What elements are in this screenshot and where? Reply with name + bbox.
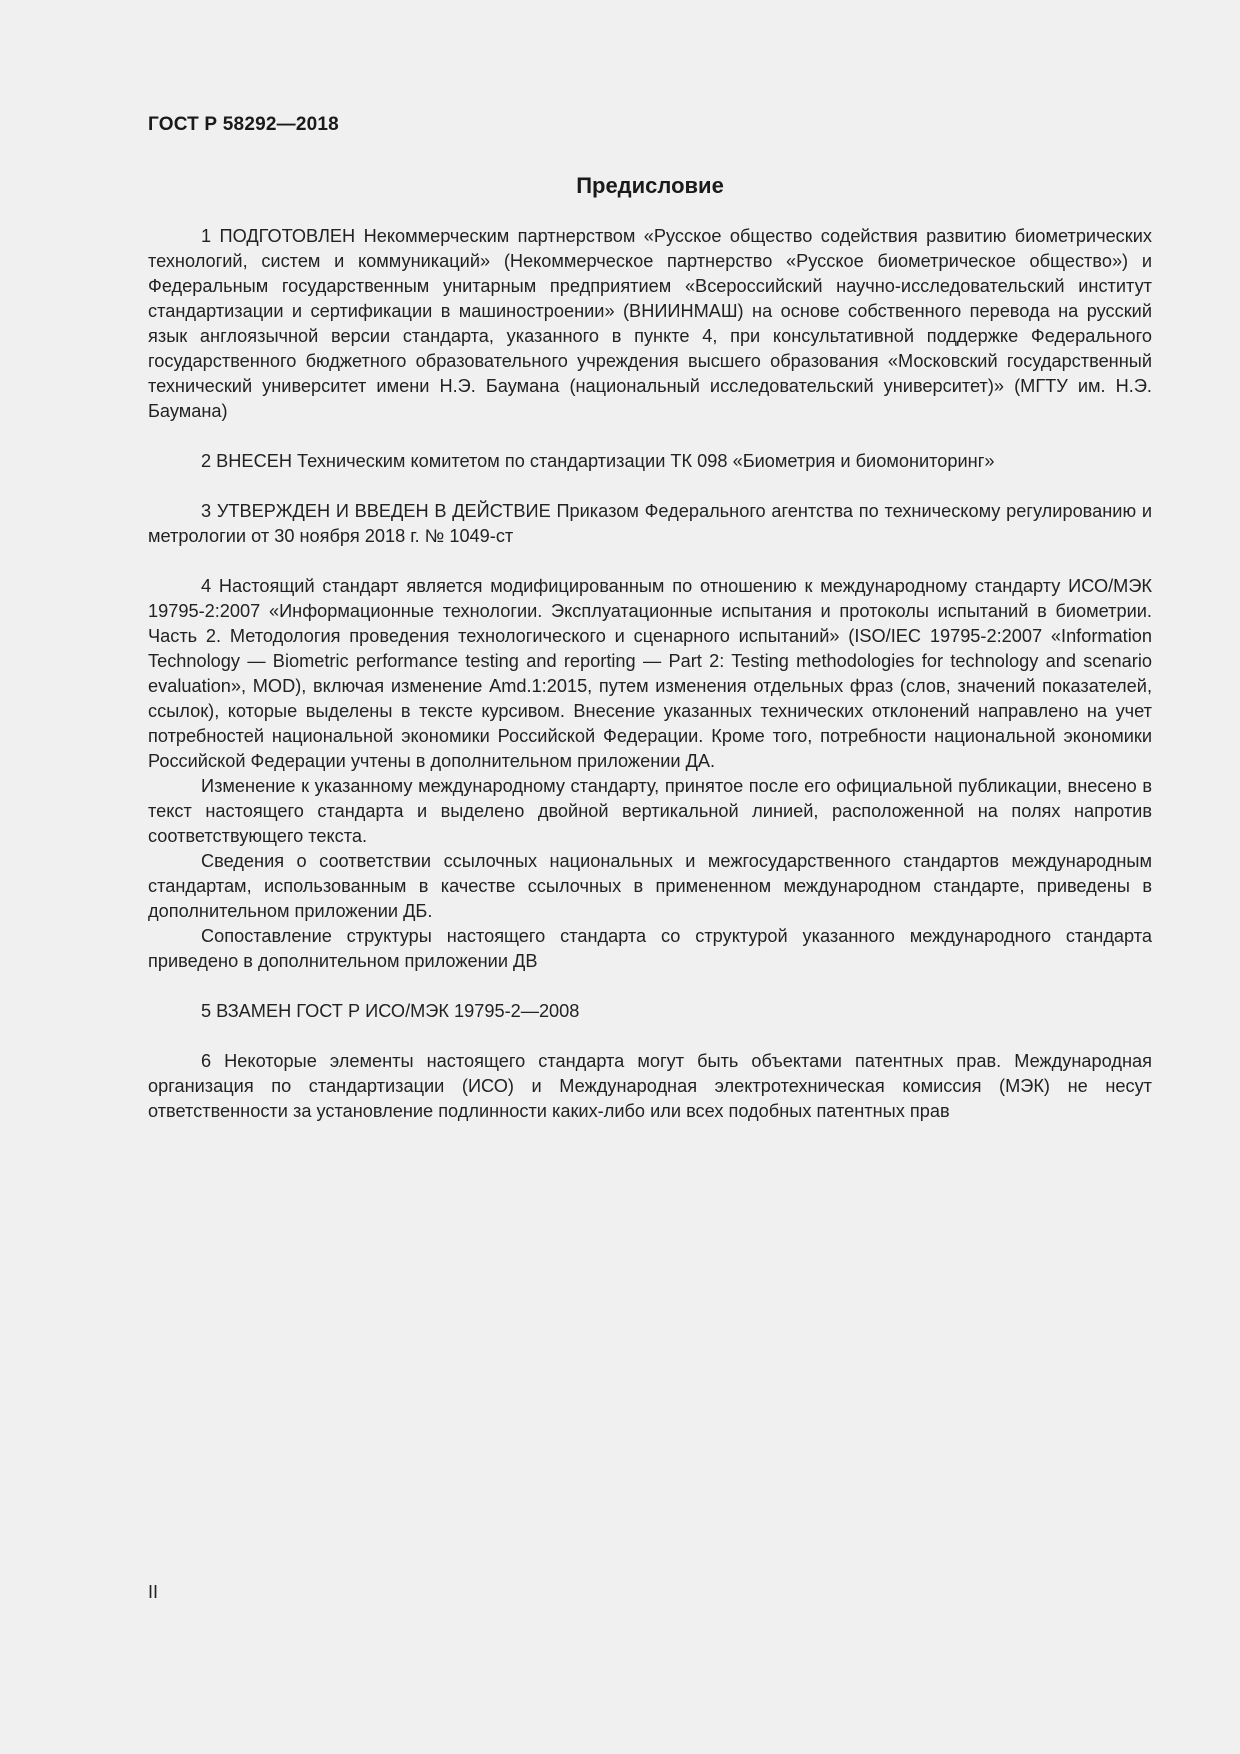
paragraph-modified-standard: 4 Настоящий стандарт является модифицированным по отношению к международному стандарту ИСО/МЭК 19795-2:2007 «Информационные технологии. Эксплуатационные испытания и протоколы испытаний в биометрии. Часть 2. Методология проведения технологического и сценарного испытаний» (ISO/IEC 19795-2:2007 «Information Technology — Biometric performance testing and reporting — Part 2: Testing methodologies for technology and scenario evaluation», MOD), включая изменение Amd.1:2015, путем изменения отдельных фраз (слов, значений показателей, ссылок), которые выделены в тексте курсивом. Внесение указанных технических отклонений направлено на учет потребностей национальной экономики Российской Федерации. Кроме того, потребности национальной экономики Российской Федерации учтены в дополнительном приложении ДА. (148, 576, 1152, 771)
paragraph-amendment: Изменение к указанному международному стандарту, принятое после его официальной публикации, внесено в текст настоящего стандарта и выделено двойной вертикальной линией, расположенной на полях напротив соответствующего текста. (148, 776, 1152, 846)
document-code-header: ГОСТ Р 58292—2018 (148, 114, 339, 135)
paragraph-approved: 3 УТВЕРЖДЕН И ВВЕДЕН В ДЕЙСТВИЕ Приказом Федерального агентства по техническому регулированию и метрологии от 30 ноября 2018 г. № 1049-ст (148, 501, 1152, 546)
paragraph-replaces: 5 ВЗАМЕН ГОСТ Р ИСО/МЭК 19795-2—2008 (201, 1001, 580, 1021)
paragraph-patent-rights: 6 Некоторые элементы настоящего стандарта могут быть объектами патентных прав. Международная организация по стандартизации (ИСО) и Международная электротехническая комиссия (МЭК) не несут ответственности за установление подлинности каких-либо или всех подобных патентных прав (148, 1051, 1152, 1121)
paragraph-structure-comparison: Сопоставление структуры настоящего стандарта со структурой указанного международного стандарта приведено в дополнительном приложении ДВ (148, 926, 1152, 971)
paragraph-references: Сведения о соответствии ссылочных национальных и межгосударственного стандартов международным стандартам, использованным в качестве ссылочных в примененном международном стандарте, приведены в дополнительном приложении ДБ. (148, 851, 1152, 921)
document-body (148, 224, 1152, 1124)
paragraph-introduced: 2 ВНЕСЕН Техническим комитетом по стандартизации ТК 098 «Биометрия и биомониторинг» (201, 451, 995, 471)
page-number: II (148, 1582, 159, 1602)
paragraph-prepared: 1 ПОДГОТОВЛЕН Некоммерческим партнерством «Русское общество содействия развитию биометрических технологий, систем и коммуникаций» (Некоммерческое партнерство «Русское биометрическое общество») и Федеральным государственным унитарным предприятием «Всероссийский научно-исследовательский институт стандартизации и сертификации в машиностроении» (ВНИИНМАШ) на основе собственного перевода на русский язык англоязычной версии стандарта, указанного в пункте 4, при консультативной поддержке Федерального государственного бюджетного образовательного учреждения высшего образования «Московский государственный технический университет имени Н.Э. Баумана (национальный исследовательский университет)» (МГТУ им. Н.Э. Баумана) (148, 226, 1152, 421)
section-title: Предисловие (576, 173, 724, 198)
